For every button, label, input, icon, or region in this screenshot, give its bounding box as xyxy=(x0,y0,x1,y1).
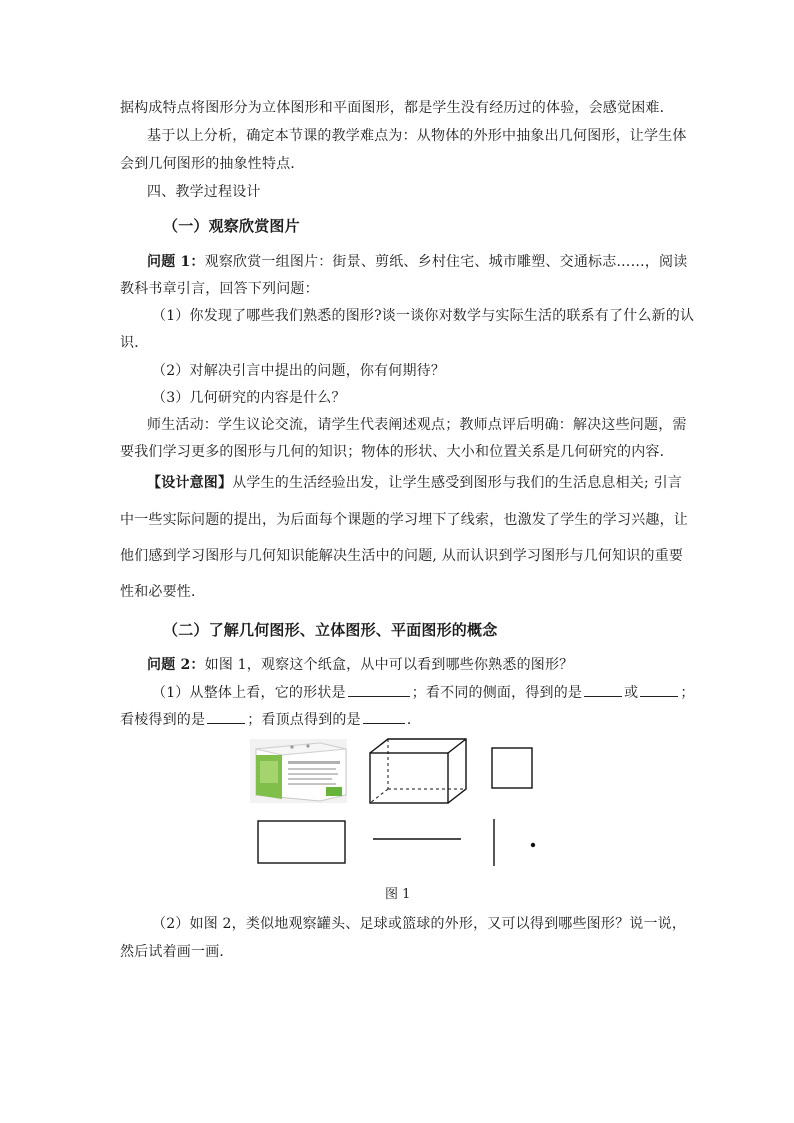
answer-blank[interactable] xyxy=(348,695,410,697)
question-1 xyxy=(147,251,687,271)
question-2 xyxy=(147,654,573,674)
answer-blank[interactable] xyxy=(363,722,405,724)
rectangle-drawing xyxy=(256,819,348,865)
question-1-part-2: （2）对解决引言中提出的问题，你有何期待？ xyxy=(152,363,446,379)
design-line: 他们感到学习图形与几何知识能解决生活中的问题, 从而认识到学习图形与几何知识的重要 xyxy=(120,548,684,564)
para-line: 基于以上分析，确定本节课的教学难点为：从物体的外形中抽象出几何图形，让学生体 xyxy=(147,128,687,144)
answer-blank[interactable] xyxy=(207,722,245,724)
cuboid-drawing xyxy=(366,737,470,807)
square-drawing xyxy=(490,746,536,792)
design-text: 从学生的生活经验出发，让学生感受到图形与我们的生活息息相关; 引言 xyxy=(232,475,682,491)
figure-caption: 图 1 xyxy=(385,887,411,902)
question-text: 如图 1，观察这个纸盒，从中可以看到哪些你熟悉的图形？ xyxy=(204,657,574,673)
edge-line-drawing xyxy=(490,818,498,868)
section-heading: 四、教学过程设计 xyxy=(147,184,261,200)
answer-blank[interactable] xyxy=(584,695,622,697)
design-label: 【设计意图】 xyxy=(147,475,233,491)
para-line: 教科书章引言，回答下列问题： xyxy=(120,281,319,297)
activity-line: 师生活动：学生议论交流，请学生代表阐述观点；教师点评后明确：解决这些问题，需 xyxy=(147,417,687,433)
paper-box-photo xyxy=(250,739,347,803)
para-line: 然后试着画一画． xyxy=(120,944,234,960)
design-line: 中一些实际问题的提出，为后面每个课题的学习埋下了线索，也激发了学生的学习兴趣，让 xyxy=(120,512,688,528)
question-text: 观察欣赏一组图片：街景、剪纸、乡村住宅、城市雕塑、交通标志……，阅读 xyxy=(204,254,688,270)
question-2-part-2: （2）如图 2，类似地观察罐头、足球或篮球的外形，又可以得到哪些图形？说一说， xyxy=(152,916,687,932)
vertex-point-drawing xyxy=(529,841,537,849)
answer-blank[interactable] xyxy=(640,695,678,697)
activity-line: 要我们学习更多的图形与几何的知识；物体的形状、大小和位置关系是几何研究的内容． xyxy=(120,444,674,460)
para-line: 会到几何图形的抽象性特点． xyxy=(120,156,305,172)
para-line: 据构成特点将图形分为立体图形和平面图形，都是学生没有经历过的体验，会感觉困难． xyxy=(120,100,674,116)
question-1-part-1: （1）你发现了哪些我们熟悉的图形?谈一谈你对数学与实际生活的联系有了什么新的认 xyxy=(152,308,695,324)
line-segment-drawing xyxy=(372,836,464,842)
design-line: 性和必要性． xyxy=(120,584,206,600)
question-label: 问题 2： xyxy=(147,657,205,673)
question-2-part-1-cont: 看棱得到的是 ；看顶点得到的是 ． xyxy=(120,712,422,728)
subsection-heading-2: （二）了解几何图形、立体图形、平面图形的概念 xyxy=(163,621,498,639)
design-intent xyxy=(147,472,682,492)
question-2-part-1: （1）从整体上看，它的形状是 ；看不同的侧面，得到的是 或 ； xyxy=(152,685,695,701)
question-label: 问题 1： xyxy=(147,254,205,270)
para-line: 识． xyxy=(120,335,149,351)
question-1-part-3: （3）几何研究的内容是什么？ xyxy=(152,390,346,406)
subsection-heading-1: （一）观察欣赏图片 xyxy=(163,217,300,235)
